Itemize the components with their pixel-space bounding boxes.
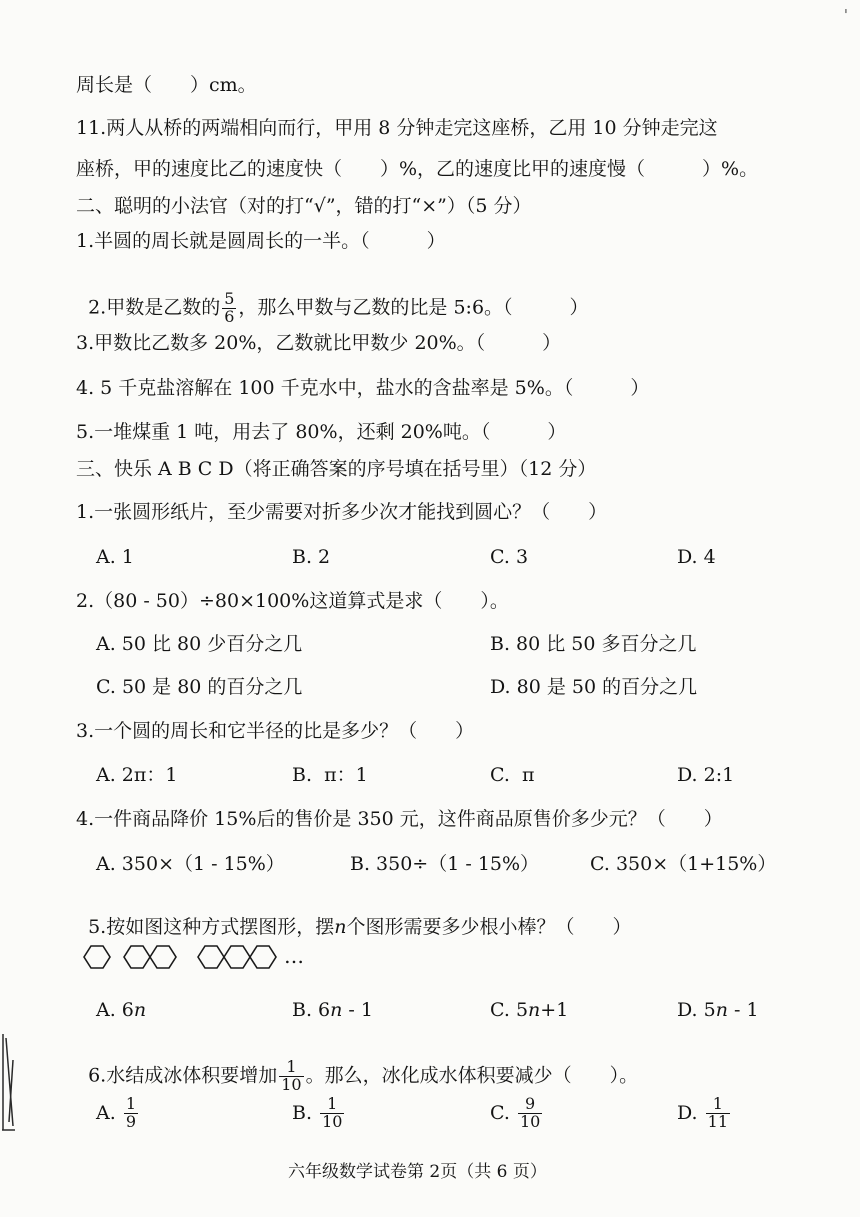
q11-line-2: 座桥，甲的速度比乙的速度快（ ）%，乙的速度比甲的速度慢（ ）%。 <box>76 158 759 180</box>
fraction-denominator: 9 <box>125 1111 136 1131</box>
s3-q3: 3.一个圆的周长和它半径的比是多少？（ ） <box>76 720 475 742</box>
s3-q6-prefix: 6.水结成冰体积要增加 <box>88 1064 278 1087</box>
s2-q3: 3.甲数比乙数多 20%，乙数就比甲数少 20%。（ ） <box>76 332 562 354</box>
variable-n: n <box>330 999 343 1021</box>
continuation-line: 周长是（ ）cm。 <box>76 74 257 96</box>
s2-q2-prefix: 2.甲数是乙数的 <box>88 296 221 319</box>
s3-q5-option-d <box>677 1001 759 1020</box>
fraction-denominator: 10 <box>281 1074 302 1094</box>
s3-q3-option-c: C. π <box>490 764 535 786</box>
fraction-denominator: 10 <box>322 1111 343 1131</box>
option-label: A. 6 <box>96 999 134 1021</box>
section3-heading: 三、快乐 A B C D（将正确答案的序号填在括号里）（12 分） <box>76 458 597 480</box>
s3-q4-option-c: C. 350×（1+15%） <box>590 853 777 875</box>
option-label: A. <box>96 1101 116 1124</box>
s3-q1: 1.一张圆形纸片，至少需要对折多少次才能找到圆心？（ ） <box>76 501 608 523</box>
fraction-numerator: 9 <box>525 1094 536 1113</box>
variable-n: n <box>715 999 728 1021</box>
fraction-numerator: 1 <box>712 1094 723 1113</box>
s3-q4: 4.一件商品降价 15%后的售价是 350 元，这件商品原售价多少元？（ ） <box>76 808 723 830</box>
option-label: D. <box>677 1101 698 1124</box>
s3-q6-option-c <box>490 1096 544 1131</box>
fraction-numerator: 1 <box>327 1094 338 1113</box>
s3-q5-option-c <box>490 1001 568 1020</box>
s3-q5 <box>76 899 632 937</box>
s3-q3-option-d: D. 2:1 <box>677 764 735 786</box>
s3-q5-option-b <box>292 1001 373 1020</box>
s3-q2-option-b: B. 80 比 50 多百分之几 <box>490 633 697 655</box>
s2-q4: 4. 5 千克盐溶解在 100 千克水中，盐水的含盐率是 5%。（ ） <box>76 377 650 399</box>
s3-q3-option-a: A. 2π：1 <box>96 764 178 786</box>
fraction-denominator: 6 <box>224 306 235 326</box>
s3-q1-option-c: C. 3 <box>490 546 529 568</box>
option-label: C. 5 <box>490 999 529 1021</box>
s3-q2-option-c: C. 50 是 80 的百分之几 <box>96 676 303 698</box>
fraction-numerator: 5 <box>224 289 235 308</box>
hexagon-chain-figure <box>76 939 316 980</box>
fraction <box>279 1059 303 1094</box>
s3-q2-option-d: D. 80 是 50 的百分之几 <box>490 676 698 698</box>
scan-edge-mark <box>0 1030 18 1135</box>
corner-mark: ' <box>843 6 848 24</box>
variable-n: n <box>334 916 347 938</box>
section2-heading: 二、聪明的小法官（对的打“√”，错的打“×”）（5 分） <box>76 195 532 217</box>
fraction <box>518 1096 542 1131</box>
fraction-denominator: 11 <box>707 1111 729 1131</box>
s3-q4-option-a: A. 350×（1 - 15%） <box>96 853 285 875</box>
s3-q6-option-d <box>677 1096 732 1131</box>
fraction-denominator: 10 <box>519 1111 541 1131</box>
option-label: D. 5 <box>677 999 716 1021</box>
s3-q5-suffix: 个图形需要多少根小棒？（ ） <box>346 916 632 938</box>
s3-q6-option-a <box>96 1096 140 1131</box>
option-tail: - 1 <box>342 999 373 1021</box>
option-tail: +1 <box>540 999 569 1021</box>
s3-q1-option-b: B. 2 <box>292 546 331 568</box>
s3-q6-option-b <box>292 1096 346 1131</box>
s2-q2-suffix: ，那么甲数与乙数的比是 5:6。（ ） <box>238 296 589 319</box>
s3-q1-option-a: A. 1 <box>96 546 134 568</box>
s3-q2: 2.（80 - 50）÷80×100%这道算式是求（ ）。 <box>76 590 509 612</box>
fraction <box>222 291 236 326</box>
s3-q6 <box>76 1040 638 1094</box>
option-label: B. 6 <box>292 999 331 1021</box>
s2-q5: 5.一堆煤重 1 吨，用去了 80%，还剩 20%吨。（ ） <box>76 421 567 443</box>
s3-q5-prefix: 5.按如图这种方式摆图形，摆 <box>88 916 335 938</box>
hexagon-chain-icon <box>76 939 316 975</box>
fraction-numerator: 1 <box>125 1094 136 1113</box>
option-label: C. <box>490 1101 510 1124</box>
s3-q2-option-a: A. 50 比 80 少百分之几 <box>96 633 303 655</box>
figure-ellipsis: … <box>284 944 304 968</box>
s2-q1: 1.半圆的周长就是圆周长的一半。（ ） <box>76 230 446 252</box>
fraction <box>124 1096 138 1131</box>
option-tail: - 1 <box>727 999 759 1021</box>
s3-q6-suffix: 。那么，冰化成水体积要减少（ ）。 <box>305 1064 639 1087</box>
s2-q2 <box>76 272 589 326</box>
variable-n: n <box>133 999 147 1021</box>
option-label: B. <box>292 1101 313 1124</box>
q11-line-1: 11.两人从桥的两端相向而行，甲用 8 分钟走完这座桥，乙用 10 分钟走完这 <box>76 117 718 139</box>
s3-q1-option-d: D. 4 <box>677 546 716 568</box>
s3-q5-option-a <box>96 1001 146 1020</box>
s3-q4-option-b: B. 350÷（1 - 15%） <box>350 853 540 875</box>
fraction <box>706 1096 730 1131</box>
fraction <box>320 1096 344 1131</box>
variable-n: n <box>528 999 541 1021</box>
s3-q3-option-b: B. π：1 <box>292 764 368 786</box>
fraction-numerator: 1 <box>286 1057 297 1076</box>
page-footer: 六年级数学试卷第 2页（共 6 页） <box>288 1162 547 1182</box>
